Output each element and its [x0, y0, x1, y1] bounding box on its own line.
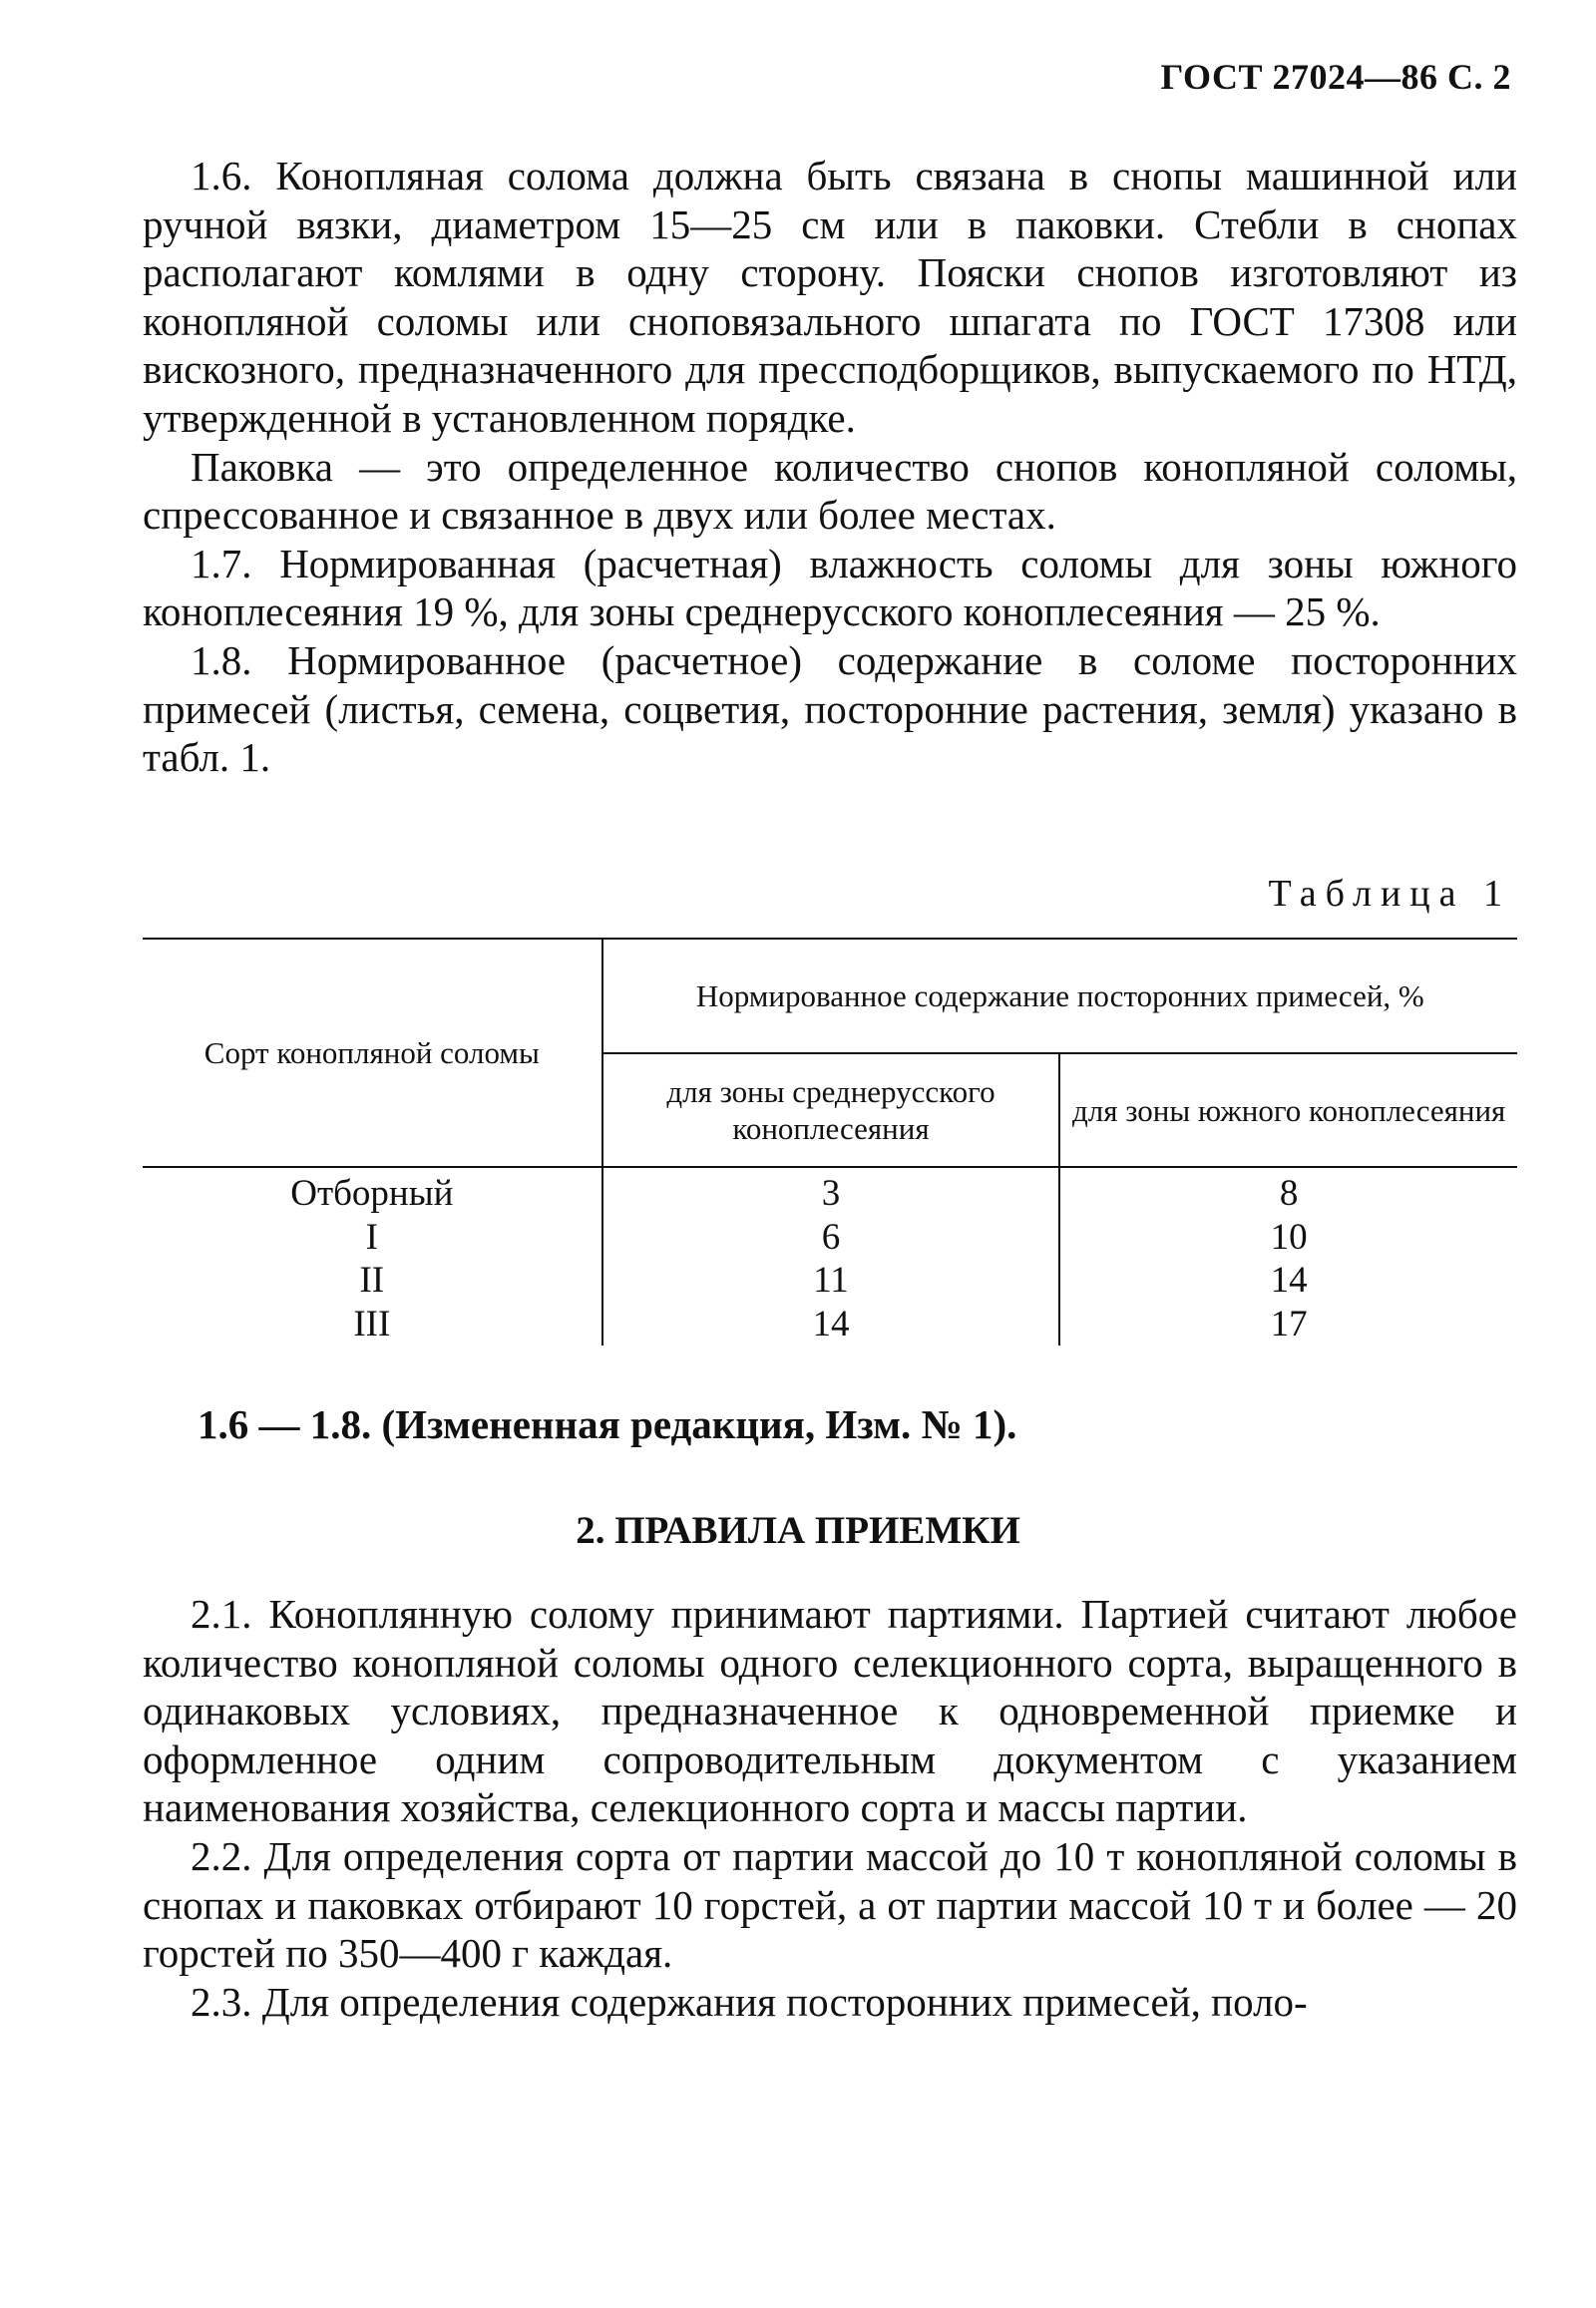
table-row: [143, 1259, 1517, 1303]
table-caption: Таблица 1: [1268, 873, 1511, 915]
central-zone-cell: 11: [602, 1259, 1060, 1303]
paragraph-pakovka: Паковка — это определенное количество снопов конопляной соломы, спрессованное и связанное в двух или более местах.: [143, 443, 1517, 539]
paragraph-1-8: 1.8. Нормированное (расчетное) содержание в соломе посторонних примесей (листья, семена, соцветия, посторонние растения, земля) указано в табл. 1.: [143, 636, 1517, 781]
paragraph-1-6: 1.6. Конопляная солома должна быть связана в снопы машинной или ручной вязки, диаметром 15—25 см или в паковки. Стебли в снопах располагают комлями в одну сторону. Пояски снопов изготовляют из конопляной соломы или сноповязального шпагата по ГОСТ 17308 или вискозного, предназначенного для прессподборщиков, выпускаемого по НТД, утвержденной в установленном порядке.: [143, 153, 1517, 441]
grade-cell: II: [359, 1260, 385, 1301]
central-zone-cell: 3: [602, 1167, 1060, 1216]
impurities-table: [143, 938, 1517, 1346]
south-zone-cell: 8: [1059, 1167, 1517, 1216]
table-header-central-zone: для зоны среднерусского коноплесеяния: [602, 1053, 1060, 1167]
south-zone-cell: 10: [1059, 1216, 1517, 1260]
paragraph-1-7: 1.7. Нормированная (расчетная) влажность соломы для зоны южного коноплесеяния 19 %, для зоны среднерусского коноплесеяния — 25 %.: [143, 540, 1517, 635]
paragraph-2-2: 2.2. Для определения сорта от партии массой до 10 т конопляной соломы в снопах и паковках отбирают 10 горстей, а от партии массой 10 т и более — 20 горстей по 350—400 г каждая.: [143, 1832, 1517, 1977]
table-row: [143, 1216, 1517, 1260]
table-header-grade: Сорт конопляной соломы: [143, 940, 602, 1167]
section-2-text: [143, 1590, 1517, 2026]
edition-note: 1.6 — 1.8. (Измененная редакция, Изм. № 1).: [198, 1401, 1017, 1447]
grade-cell: Отборный: [290, 1173, 454, 1214]
section-1-text: [143, 152, 1517, 782]
table-header-impurities: Нормированное содержание посторонних примесей, %: [602, 940, 1517, 1053]
south-zone-cell: 17: [1059, 1303, 1517, 1346]
table-row: [143, 1167, 1517, 1216]
table-header-south-zone: для зоны южного коноплесеяния: [1059, 1053, 1517, 1167]
grade-cell: III: [353, 1303, 391, 1345]
paragraph-2-3: 2.3. Для определения содержания посторонних примесей, поло-: [191, 1978, 1308, 2025]
page-header: ГОСТ 27024—86 С. 2: [1160, 57, 1511, 97]
grade-cell: I: [365, 1216, 378, 1258]
south-zone-cell: 14: [1059, 1259, 1517, 1303]
central-zone-cell: 6: [602, 1216, 1060, 1260]
section-2-title: 2. ПРАВИЛА ПРИЕМКИ: [576, 1509, 1020, 1552]
central-zone-cell: 14: [602, 1303, 1060, 1346]
paragraph-2-1: 2.1. Коноплянную солому принимают партиями. Партией считают любое количество конопляной соломы одного селекционного сорта, выращенного в одинаковых условиях, предназначенное к одновременной приемке и оформленное одним сопроводительным документом с указанием наименования хозяйства, селекционного сорта и массы партии.: [143, 1591, 1517, 1831]
table-row: [143, 1303, 1517, 1346]
